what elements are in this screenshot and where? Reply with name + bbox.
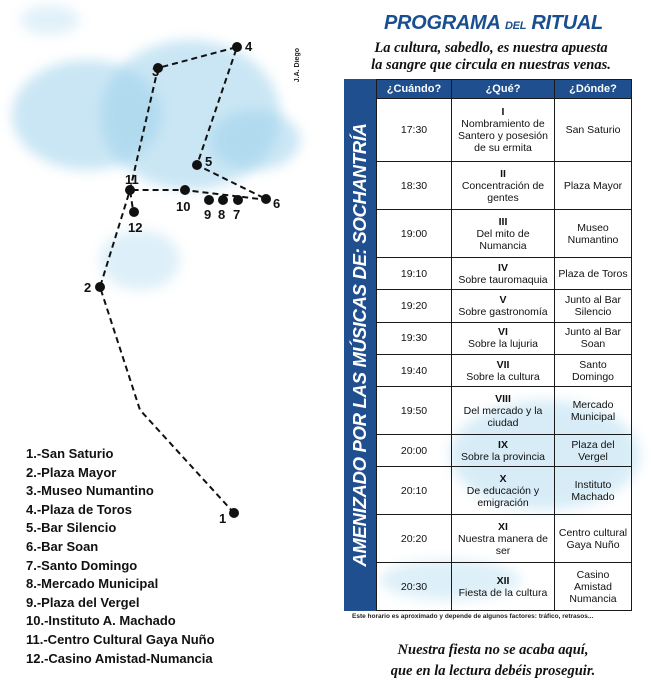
map-point-2 xyxy=(95,282,105,292)
act-description: Concentración de gentes xyxy=(461,179,545,204)
table-header-row xyxy=(377,80,632,99)
cell-time: 19:10 xyxy=(377,258,452,290)
act-number: VI xyxy=(498,326,508,339)
act-description: Sobre la lujuria xyxy=(467,338,539,351)
act-number: X xyxy=(499,472,507,485)
header-what: ¿Qué? xyxy=(452,80,555,99)
cell-what xyxy=(452,322,555,354)
legend-item: 9.-Plaza del Vergel xyxy=(26,594,140,610)
cell-what xyxy=(452,162,555,210)
program-subtitle xyxy=(350,40,632,73)
act-number: III xyxy=(498,215,508,228)
table-row xyxy=(377,387,632,435)
map-label-3: 3 xyxy=(152,64,160,79)
header-where: ¿Dónde? xyxy=(555,80,632,99)
cell-time: 19:20 xyxy=(377,290,452,322)
table-row xyxy=(377,210,632,258)
cell-what xyxy=(452,99,555,162)
legend-item: 6.-Bar Soan xyxy=(26,538,99,554)
cell-where: San Saturio xyxy=(555,99,632,162)
map-label-4: 4 xyxy=(245,39,253,54)
map-point-12 xyxy=(129,207,139,217)
cell-time: 20:30 xyxy=(377,563,452,611)
cell-time: 20:00 xyxy=(377,435,452,467)
title-part: DEL xyxy=(505,20,527,32)
cell-where: Museo Numantino xyxy=(555,210,632,258)
cell-where: Plaza del Vergel xyxy=(555,435,632,467)
map-point-7 xyxy=(233,195,243,205)
table-row xyxy=(377,162,632,210)
table-row xyxy=(377,258,632,290)
legend-item: 1.-San Saturio xyxy=(26,446,114,461)
map-point-10 xyxy=(180,185,190,195)
cell-where: Mercado Municipal xyxy=(555,387,632,435)
map-label-10: 10 xyxy=(176,199,191,214)
cell-where: Junto al Bar Silencio xyxy=(555,290,632,322)
act-number: II xyxy=(500,167,506,180)
schedule-footnote: Este horario es aproximado y depende de algunos factores: tráfico, retrasos... xyxy=(352,613,594,620)
schedule-body xyxy=(377,99,632,611)
cell-time: 19:30 xyxy=(377,322,452,354)
map-point-4 xyxy=(232,42,242,52)
closing-line: Nuestra fiesta no se acaba aquí, xyxy=(397,642,589,658)
cell-time: 20:20 xyxy=(377,515,452,563)
subtitle-line: la sangre que circula en nuestras venas. xyxy=(371,56,611,73)
legend-item: 10.-Instituto A. Machado xyxy=(26,613,176,629)
cell-where: Santo Domingo xyxy=(555,354,632,386)
legend-item: 5.-Bar Silencio xyxy=(26,520,117,536)
act-description: De educación y emigración xyxy=(466,484,540,509)
legend-item: 8.-Mercado Municipal xyxy=(26,576,159,592)
cell-what xyxy=(452,563,555,611)
map-point-9 xyxy=(204,195,214,205)
table-row xyxy=(377,467,632,515)
cell-what xyxy=(452,467,555,515)
legend-item: 7.-Santo Domingo xyxy=(26,557,138,573)
map-legend xyxy=(26,445,215,668)
subtitle-line: La cultura, sabedlo, es nuestra apuesta xyxy=(374,40,608,56)
route-path xyxy=(100,47,268,513)
cell-where: Plaza Mayor xyxy=(555,162,632,210)
legend-item: 12.-Casino Amistad-Numancia xyxy=(26,650,213,666)
act-description: Sobre gastronomía xyxy=(458,305,548,318)
map-label-9: 9 xyxy=(204,207,212,222)
map-label-6: 6 xyxy=(273,196,281,211)
cell-where: Instituto Machado xyxy=(555,467,632,515)
act-description: Nombramiento de Santero y posesión de su ermita xyxy=(458,118,548,155)
act-number: VIII xyxy=(495,392,511,405)
closing-verse xyxy=(352,640,634,682)
act-number: IX xyxy=(498,438,508,451)
table-row xyxy=(377,563,632,611)
map-point-8 xyxy=(218,195,228,205)
cell-time: 20:10 xyxy=(377,467,452,515)
legend-item: 4.-Plaza de Toros xyxy=(26,501,132,517)
map-label-1: 1 xyxy=(219,511,227,526)
act-description: Sobre tauromaquia xyxy=(458,273,548,286)
map-point-1 xyxy=(229,508,239,518)
act-number: XII xyxy=(496,574,510,587)
author-credit: J.A. Diego xyxy=(294,48,301,83)
map-label-8: 8 xyxy=(218,207,226,222)
side-band-text: AMENIZADO POR LAS MÚSICAS DE: SOCHANTRÍA xyxy=(349,123,370,567)
act-number: I xyxy=(501,106,505,119)
act-number: XI xyxy=(498,520,508,533)
table-row xyxy=(377,322,632,354)
legend-item: 2.-Plaza Mayor xyxy=(26,464,117,480)
act-description: Del mercado y la ciudad xyxy=(463,404,543,429)
table-row xyxy=(377,354,632,386)
cell-time: 19:50 xyxy=(377,387,452,435)
cell-what xyxy=(452,210,555,258)
cell-time: 19:40 xyxy=(377,354,452,386)
act-description: Sobre la cultura xyxy=(466,370,540,383)
cell-time: 19:00 xyxy=(377,210,452,258)
cell-where: Plaza de Toros xyxy=(555,258,632,290)
act-description: Fiesta de la cultura xyxy=(458,586,548,599)
program-title xyxy=(384,12,603,35)
cell-what xyxy=(452,387,555,435)
map-label-12: 12 xyxy=(128,220,143,235)
legend-item: 11.-Centro Cultural Gaya Nuño xyxy=(26,631,215,647)
table-row xyxy=(377,515,632,563)
cell-time: 17:30 xyxy=(377,99,452,162)
map-label-2: 2 xyxy=(84,280,92,295)
act-number: VII xyxy=(496,358,510,371)
act-description: Sobre la provincia xyxy=(460,450,546,463)
map-label-5: 5 xyxy=(205,154,213,169)
table-row xyxy=(377,435,632,467)
map-label-7: 7 xyxy=(233,207,241,222)
title-part: RITUAL xyxy=(526,12,603,34)
map-point-6 xyxy=(261,194,271,204)
act-number: IV xyxy=(498,261,508,274)
map-label-11: 11 xyxy=(125,172,139,187)
act-description: Del mito de Numancia xyxy=(476,227,530,252)
legend-item: 3.-Museo Numantino xyxy=(26,483,154,499)
table-row xyxy=(377,99,632,162)
cell-where: Casino Amistad Numancia xyxy=(555,563,632,611)
title-part: PROGRAMA xyxy=(384,12,506,34)
act-description: Nuestra manera de ser xyxy=(458,532,548,557)
table-row xyxy=(377,290,632,322)
cell-what xyxy=(452,435,555,467)
cell-what xyxy=(452,515,555,563)
cell-what xyxy=(452,290,555,322)
cell-time: 18:30 xyxy=(377,162,452,210)
cell-where: Junto al Bar Soan xyxy=(555,322,632,354)
cell-what xyxy=(452,258,555,290)
act-number: V xyxy=(499,293,507,306)
header-when: ¿Cuándo? xyxy=(377,80,452,99)
side-band xyxy=(344,79,376,611)
cell-what xyxy=(452,354,555,386)
schedule-table xyxy=(376,79,632,611)
map-point-5 xyxy=(192,160,202,170)
cell-where: Centro cultural Gaya Nuño xyxy=(555,515,632,563)
closing-line: que en la lectura debéis proseguir. xyxy=(390,663,596,679)
